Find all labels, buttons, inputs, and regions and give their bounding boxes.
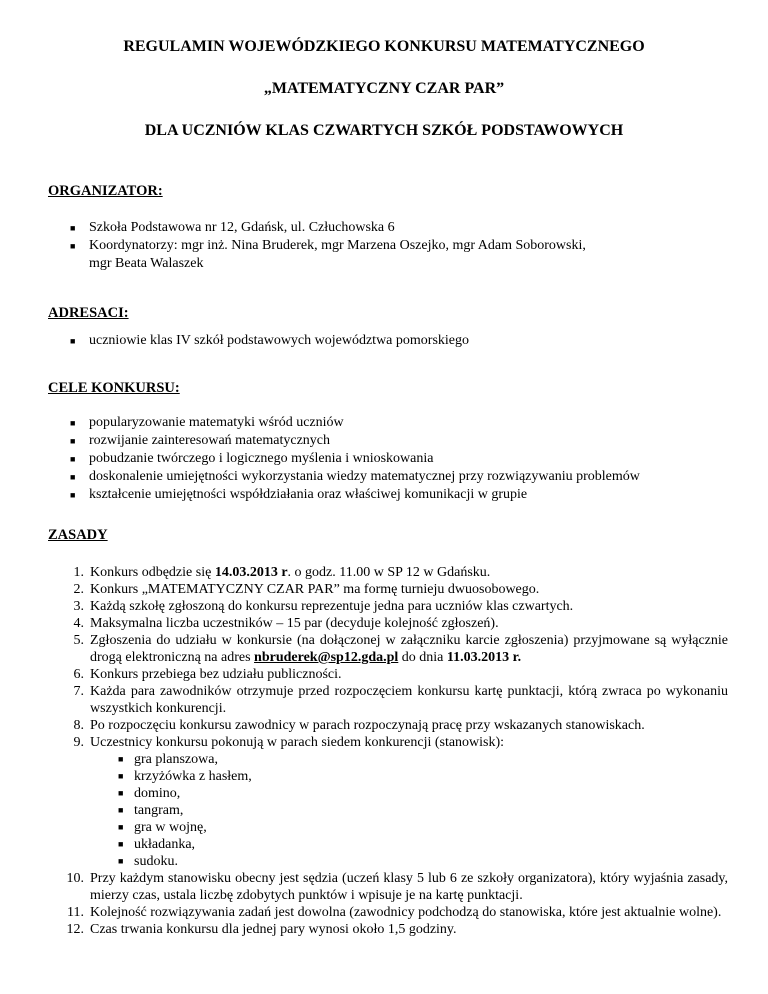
rule-number: 4. [73, 616, 84, 631]
rule-item: 3. Każdą szkołę zgłoszoną do konkursu reprezentuje jedna para uczniów klas czwartych. [48, 598, 728, 615]
square-bullet-icon: ■ [70, 454, 76, 464]
contest-name: „MATEMATYCZNY CZAR PAR” [263, 80, 505, 97]
list-item: ■ Szkoła Podstawowa nr 12, Gdańsk, ul. Człuchowska 6 [70, 220, 395, 235]
contest-date: 14.03.2013 r [214, 565, 288, 580]
email-link[interactable]: nbruderek@sp12.gda.pl [254, 650, 399, 665]
square-bullet-icon: ■ [70, 472, 76, 482]
list-item: ■ rozwijanie zainteresowań matematycznych [70, 433, 330, 448]
list-item: ■ pobudzanie twórczego i logicznego myślenia i wnioskowania [70, 451, 434, 466]
square-bullet-icon: ■ [118, 839, 124, 849]
rule-number: 12. [66, 922, 84, 937]
list-item-continuation: mgr Beata Walaszek [89, 256, 204, 271]
rule-item: 2. Konkurs „MATEMATYCZNY CZAR PAR” ma formę turnieju dwuosobowego. [48, 581, 728, 598]
square-bullet-icon: ■ [118, 788, 124, 798]
list-item: ■ kształcenie umiejętności współdziałania oraz właściwej komunikacji w grupie [70, 487, 528, 502]
rule-item: 9. Uczestnicy konkursu pokonują w parach siedem konkurencji (stanowisk): ■ gra planszowa, ■ krzyżówka z hasłem, ■ domino, ■ tangram, ■ gra w wojnę, ■ układanka, ■ sudoku. [48, 734, 728, 870]
rule-number: 11. [67, 905, 84, 920]
list-item: ■ układanka, [118, 837, 196, 852]
square-bullet-icon: ■ [70, 241, 76, 251]
list-item: ■ gra w wojnę, [118, 820, 207, 835]
organizator-heading: ORGANIZATOR: [48, 183, 163, 199]
square-bullet-icon: ■ [118, 771, 124, 781]
square-bullet-icon: ■ [118, 754, 124, 764]
zasady-heading: ZASADY [48, 527, 108, 543]
rule-item: 7. Każda para zawodników otrzymuje przed rozpoczęciem konkursu kartę punktacji, którą zwraca po wykonaniu wszystkich konkurencji. [48, 683, 728, 717]
rule-number: 10. [66, 871, 84, 886]
document-title: REGULAMIN WOJEWÓDZKIEGO KONKURSU MATEMATYCZNEGO [123, 38, 645, 55]
square-bullet-icon: ■ [70, 418, 76, 428]
rule-item: 1. Konkurs odbędzie się 14.03.2013 r. o godz. 11.00 w SP 12 w Gdańsku. [48, 564, 728, 581]
list-item: ■ doskonalenie umiejętności wykorzystania wiedzy matematycznej przy rozwiązywaniu problemów [70, 469, 640, 484]
rule-number: 8. [73, 718, 84, 733]
zasady-list [48, 564, 728, 938]
rule-item: 8. Po rozpoczęciu konkursu zawodnicy w parach rozpoczynają pracę przy wskazanych stanowiskach. [48, 717, 728, 734]
list-item: ■ sudoku. [118, 854, 178, 869]
list-item: ■ gra planszowa, [118, 752, 218, 767]
cele-heading: CELE KONKURSU: [48, 380, 180, 396]
organizator-list [70, 219, 720, 273]
rule-item: 6. Konkurs przebiega bez udziału publiczności. [48, 666, 728, 683]
square-bullet-icon: ■ [70, 336, 76, 346]
rule-number: 3. [73, 599, 84, 614]
rule-item: 4. Maksymalna liczba uczestników – 15 par (decyduje kolejność zgłoszeń). [48, 615, 728, 632]
document-subtitle: DLA UCZNIÓW KLAS CZWARTYCH SZKÓŁ PODSTAWOWYCH [144, 122, 624, 139]
rule-number: 1. [73, 565, 84, 580]
cele-list [70, 414, 720, 504]
square-bullet-icon: ■ [70, 436, 76, 446]
rule-item: 11. Kolejność rozwiązywania zadań jest dowolna (zawodnicy podchodzą do stanowiska, które jest aktualnie wolne). [48, 904, 728, 921]
square-bullet-icon: ■ [118, 805, 124, 815]
square-bullet-icon: ■ [118, 822, 124, 832]
list-item: ■ popularyzowanie matematyki wśród uczniów [70, 415, 344, 430]
rule-number: 9. [73, 735, 84, 750]
adresaci-heading: ADRESACI: [48, 305, 129, 321]
rule-item: 5. Zgłoszenia do udziału w konkursie (na dołączonej w załączniku karcie zgłoszenia) przyjmowane są wyłącznie drogą elektroniczną na adres nbruderek@sp12.gda.pl do dnia 11.03.2013 r. [48, 632, 728, 666]
competition-list [90, 751, 728, 870]
rule-item: 10. Przy każdym stanowisku obecny jest sędzia (uczeń klasy 5 lub 6 ze szkoły organizatora), który wyjaśnia zasady, mierzy czas, ustala liczbę zdobytych punktów i wpisuje je na kartę punktacji. [48, 870, 728, 904]
square-bullet-icon: ■ [70, 223, 76, 233]
deadline-date: 11.03.2013 r. [446, 650, 522, 665]
square-bullet-icon: ■ [70, 490, 76, 500]
list-item: ■ tangram, [118, 803, 184, 818]
list-item: ■ domino, [118, 786, 181, 801]
square-bullet-icon: ■ [118, 856, 124, 866]
rule-number: 5. [73, 633, 84, 648]
rule-number: 6. [73, 667, 84, 682]
list-item: ■ Koordynatorzy: mgr inż. Nina Bruderek, mgr Marzena Oszejko, mgr Adam Soborowski, mgr Beata Walaszek [70, 237, 720, 273]
adresaci-list [70, 332, 720, 350]
rule-item: 12. Czas trwania konkursu dla jednej pary wynosi około 1,5 godziny. [48, 921, 728, 938]
rule-number: 2. [73, 582, 84, 597]
list-item: ■ uczniowie klas IV szkół podstawowych województwa pomorskiego [70, 333, 469, 348]
rule-number: 7. [73, 684, 84, 699]
list-item: ■ krzyżówka z hasłem, [118, 769, 252, 784]
